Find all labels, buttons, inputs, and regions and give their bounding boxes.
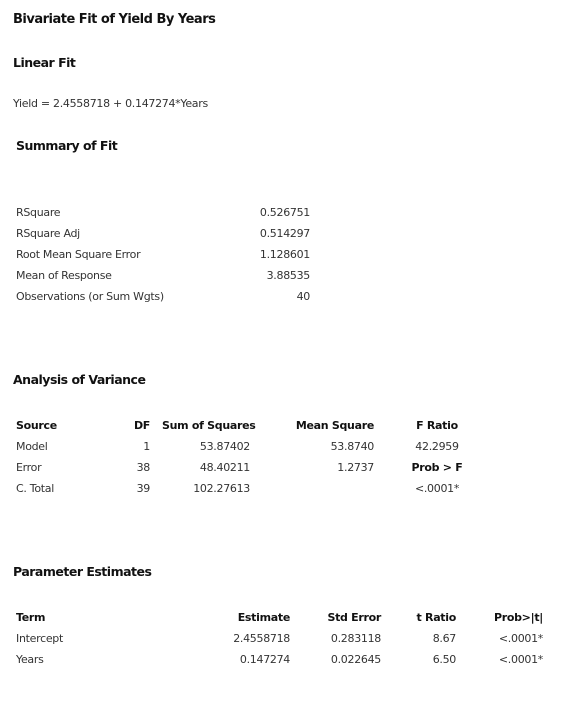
summary-label-rmse: Root Mean Square Error (16, 248, 141, 261)
anova-row-source: Error (16, 461, 42, 474)
summary-value-rmse: 1.128601 (259, 248, 310, 261)
param-row-std-error: 0.022645 (330, 653, 381, 666)
parameter-estimates-heading: Parameter Estimates (13, 564, 152, 579)
param-header-std-error: Std Error (327, 611, 381, 624)
anova-header-ss: Sum of Squares (162, 419, 256, 432)
param-row-term: Intercept (16, 632, 63, 645)
summary-label-rsquare: RSquare (16, 206, 61, 219)
param-row-term: Years (16, 653, 44, 666)
summary-label-mean-response: Mean of Response (16, 269, 112, 282)
param-header-t-ratio: t Ratio (416, 611, 456, 624)
anova-prob-f-label: Prob > F (411, 461, 463, 474)
anova-f-ratio-value: 42.2959 (415, 440, 459, 453)
anova-header-ms: Mean Square (295, 419, 374, 432)
linear-fit-heading: Linear Fit (13, 55, 76, 70)
param-row-prob: <.0001* (498, 632, 543, 645)
summary-label-observations: Observations (or Sum Wgts) (16, 290, 164, 303)
anova-row-df: 39 (136, 482, 150, 495)
anova-header-df: DF (133, 419, 150, 432)
fit-equation: Yield = 2.4558718 + 0.147274*Years (13, 97, 208, 110)
anova-row-source: C. Total (16, 482, 54, 495)
anova-header-f: F Ratio (416, 419, 458, 432)
anova-prob-f-value: <.0001* (414, 482, 460, 495)
summary-label-rsquare-adj: RSquare Adj (16, 227, 80, 240)
param-row-std-error: 0.283118 (330, 632, 381, 645)
param-row-estimate: 2.4558718 (233, 632, 290, 645)
anova-row-df: 1 (143, 440, 150, 453)
param-header-prob: Prob>|t| (493, 611, 543, 624)
summary-of-fit-heading: Summary of Fit (16, 138, 118, 153)
summary-value-rsquare-adj: 0.514297 (259, 227, 310, 240)
anova-row-ss: 53.87402 (199, 440, 250, 453)
anova-row-df: 38 (136, 461, 150, 474)
param-header-estimate: Estimate (237, 611, 290, 624)
param-header-term: Term (16, 611, 46, 624)
summary-value-rsquare: 0.526751 (259, 206, 310, 219)
param-row-t-ratio: 8.67 (432, 632, 456, 645)
anova-row-ss: 48.40211 (199, 461, 250, 474)
param-row-estimate: 0.147274 (239, 653, 290, 666)
param-row-t-ratio: 6.50 (432, 653, 456, 666)
anova-row-source: Model (16, 440, 48, 453)
param-row-prob: <.0001* (498, 653, 543, 666)
anova-row-ms: 1.2737 (337, 461, 374, 474)
report-title: Bivariate Fit of Yield By Years (13, 12, 216, 27)
anova-row-ss: 102.27613 (193, 482, 250, 495)
anova-heading: Analysis of Variance (13, 372, 146, 387)
summary-value-observations: 40 (296, 290, 310, 303)
anova-row-ms: 53.8740 (330, 440, 374, 453)
summary-value-mean-response: 3.88535 (266, 269, 310, 282)
anova-header-source: Source (16, 419, 57, 432)
